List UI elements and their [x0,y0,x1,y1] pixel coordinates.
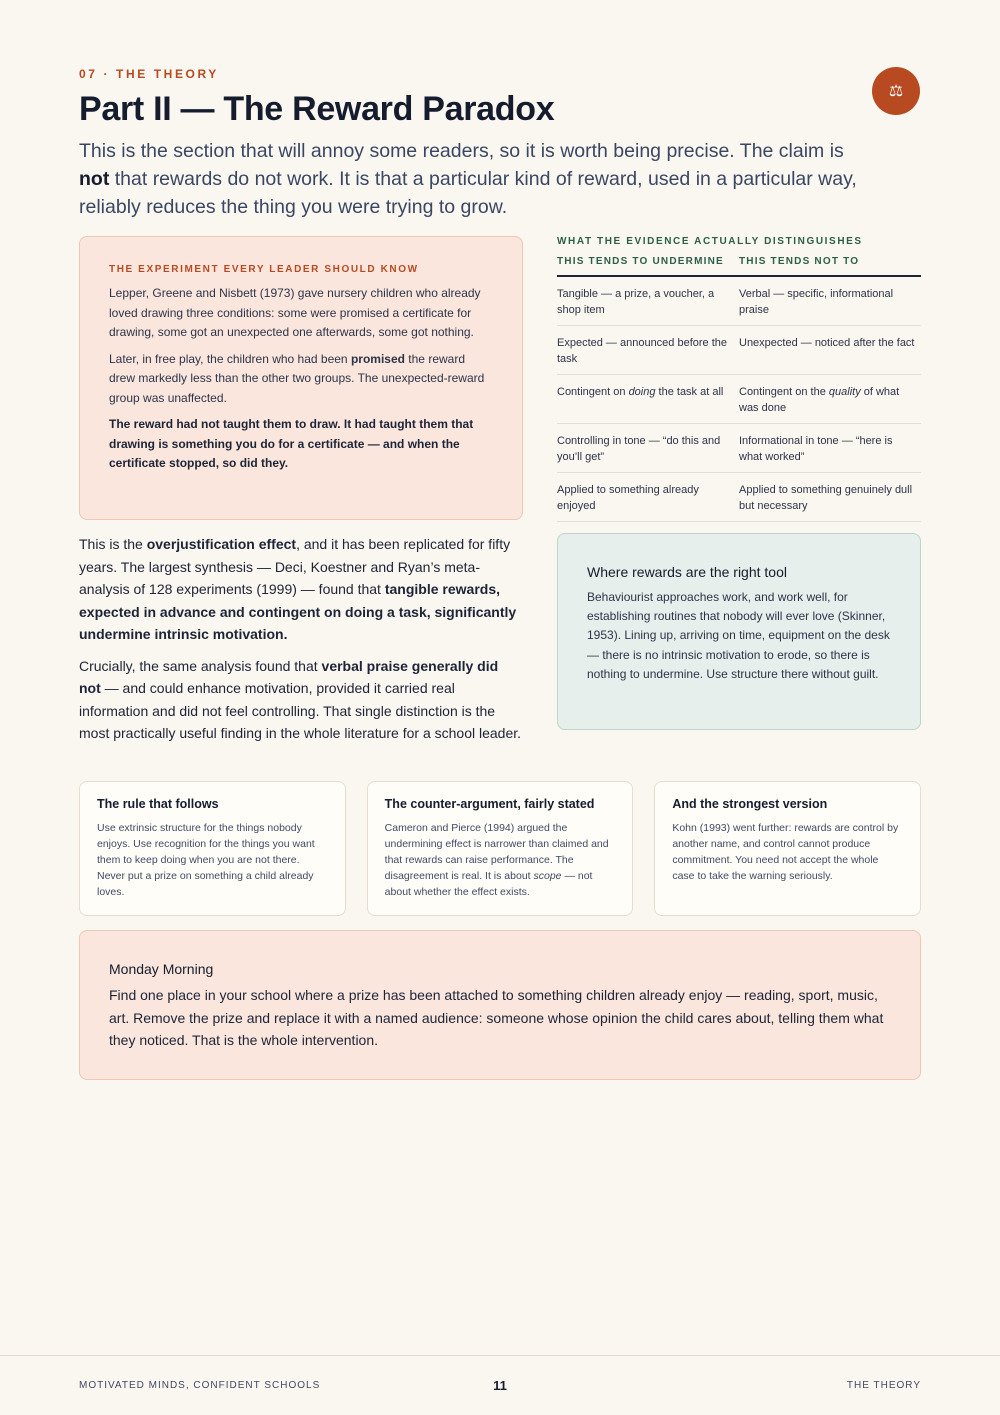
evidence-cell-not: Verbal — specific, informational praise [739,288,894,316]
evidence-cell-undermine: Tangible — a prize, a voucher, a shop item [557,288,715,316]
experiment-callout [79,236,523,520]
experiment-title: THE EXPERIMENT EVERY LEADER SHOULD KNOW [109,264,419,275]
page-title: Part II — The Reward Paradox [79,90,555,128]
evidence-cell-not [739,384,921,423]
lede-text-2: that rewards do not work. It is that a particular kind of reward, used in a particular way, reliably reduces the thing you were trying to grow. [79,168,857,218]
evidence-col-not: THIS TENDS NOT TO [739,256,860,267]
body-text-span: , and it has been replicated for fifty years. The largest synthesis — Deci, Koestner and Ryan’s meta-analysis of 128 experiments (1999) — found that [79,536,511,597]
scales-icon: ⚖ [888,83,904,100]
card-title: The rule that follows [97,797,219,811]
body-text [79,533,523,754]
footer-book-title: MOTIVATED MINDS, CONFIDENT SCHOOLS [79,1380,321,1391]
evidence-cell-undermine [557,384,739,423]
evidence-col-undermine: THIS TENDS TO UNDERMINE [557,256,724,267]
experiment-p2-text-b: the reward drew markedly less than the other two groups. The unexpected-reward group was unaffected. [109,351,485,405]
evidence-row [557,375,921,424]
experiment-paragraph-3: The reward had not taught them to draw. It had taught them that drawing is something you do for a certificate — and when the certificate stopped, so did they. [109,417,474,470]
card-text: Use extrinsic structure for the things nobody enjoys. Use recognition for the things you want them to keep doing when you are not there. Never put a prize on something a child already loves. [97,822,315,898]
body-paragraph-2 [79,655,523,745]
experiment-paragraph-2 [109,350,493,409]
cell-text: of what was done [739,386,900,414]
body-text-span: This is the [79,536,147,552]
evidence-title: WHAT THE EVIDENCE ACTUALLY DISTINGUISHES [557,236,863,247]
card-strongest-version [654,781,921,916]
section-eyebrow: 07 · THE THEORY [79,67,219,81]
evidence-cell-undermine: Applied to something already enjoyed [557,484,699,512]
card-emphasis: scope [533,870,562,882]
card-text-span: Cameron and Pierce (1994) argued the undermining effect is narrower than claimed and that rewards can raise performance. The disagreement is real. It is about [384,822,609,882]
summary-cards [79,781,921,916]
page-footer [0,1355,1000,1415]
card-text [385,820,616,900]
body-text-span: Crucially, the same analysis found that [79,657,322,674]
page-number: 11 [493,1378,507,1393]
experiment-paragraph-1: Lepper, Greene and Nisbett (1973) gave nursery children who already loved drawing three conditions: some were promised a certificate for drawing, some got an unexpected one afterwards, some got nothing. [109,286,481,339]
cell-text: the task at all [655,386,724,398]
evidence-cell-not: Informational in tone — “here is what worked” [739,435,893,463]
card-title: And the strongest version [672,797,828,811]
cell-emphasis: doing [628,386,656,398]
evidence-cell-undermine: Controlling in tone — “do this and you’ll get” [557,435,721,463]
cell-emphasis: quality [828,386,861,398]
evidence-cell-undermine: Expected — announced before the task [557,337,728,365]
right-tool-title: Where rewards are the right tool [587,564,787,580]
lede-paragraph [79,137,869,221]
lede-bold: not [79,168,110,190]
monday-morning-callout [79,930,921,1080]
cell-text: Contingent on [557,386,629,398]
cell-text: Contingent on the [739,386,829,398]
evidence-cell-not: Applied to something genuinely dull but necessary [739,484,913,512]
body-text-span: — and could enhance motivation, provided it carried real information and did not feel controlling. That single distinction is the most practically useful finding in the whole literature for a school leader. [79,680,522,741]
card-rule [79,781,346,916]
experiment-p2-bold: promised [350,351,405,366]
evidence-header-row [557,256,921,277]
card-text: Kohn (1993) went further: rewards are control by another name, and control cannot produce commitment. You need not accept the whole case to take the warning seriously. [672,822,899,882]
right-tool-callout [557,533,921,730]
right-tool-text: Behaviourist approaches work, and work well, for establishing routines that nobody will ever love (Skinner, 1953). Lining up, arriving on time, equipment on the desk — there is no intrinsic motivation to erode, so there is nothing to undermine. Use structure there without guilt. [587,590,890,681]
body-paragraph-1 [79,533,523,646]
evidence-row [557,326,921,375]
body-bold: verbal praise generally did not [79,657,499,696]
experiment-p2-text-a: Later, in free play, the children who had been [109,351,351,366]
lede-text-1: This is the section that will annoy some readers, so it is worth being precise. The claim is [79,140,844,162]
evidence-table [557,236,921,522]
card-text-span: — not about whether the effect exists. [384,870,593,898]
card-title: The counter-argument, fairly stated [384,797,595,811]
monday-title: Monday Morning [109,961,214,977]
body-bold: tangible rewards, expected in advance and contingent on doing a task, significantly undermine intrinsic motivation. [79,581,517,642]
evidence-row [557,473,921,522]
monday-text: Find one place in your school where a prize has been attached to something children already enjoy — reading, sport, music, art. Remove the prize and replace it with a named audience: someone whose opinion the child cares about, telling them what they noticed. That is the whole intervention. [109,987,884,1048]
card-counter-argument [367,781,634,916]
body-bold: overjustification effect [146,536,297,552]
evidence-cell-not: Unexpected — noticed after the fact [739,337,915,349]
evidence-row [557,424,921,473]
section-emblem [872,67,920,115]
footer-section: THE THEORY [846,1380,921,1391]
evidence-row [557,277,921,326]
